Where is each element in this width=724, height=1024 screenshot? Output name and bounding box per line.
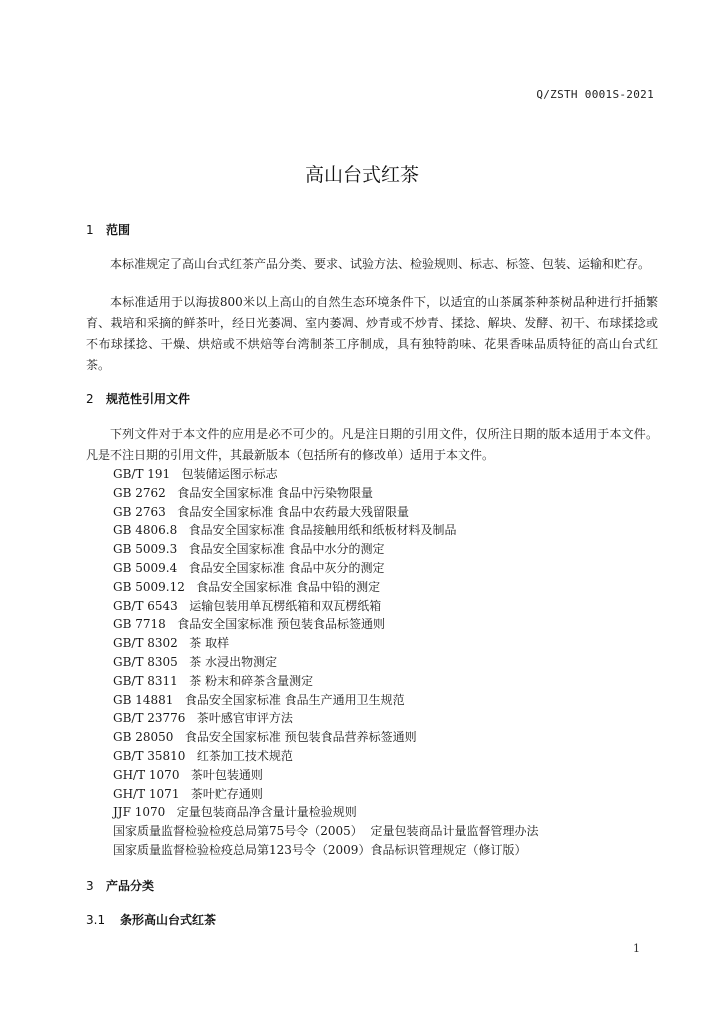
section-3-title: 产品分类 — [106, 879, 155, 893]
reference-item: GB 4806.8 食品安全国家标准 食品接触用纸和纸板材料及制品 — [113, 523, 457, 538]
reference-item: GB/T 8311 茶 粉末和碎茶含量测定 — [113, 673, 314, 688]
reference-item: GB 5009.4 食品安全国家标准 食品中灰分的测定 — [113, 560, 385, 575]
section-2-intro: 下列文件对于本文件的应用是必不可少的。凡是注日期的引用文件，仅所注日期的版本适用于本文件。凡是不注日期的引用文件，其最新版本（包括所有的修改单）适用于本文件。 — [86, 427, 658, 462]
section-2-title: 规范性引用文件 — [106, 392, 191, 406]
section-1-title: 范围 — [106, 223, 131, 237]
reference-item: GB 5009.3 食品安全国家标准 食品中水分的测定 — [113, 542, 385, 557]
reference-item: GH/T 1070 茶叶包装通则 — [113, 767, 263, 782]
section-1-number: 1 — [86, 223, 94, 237]
reference-item: JJF 1070 定量包装商品净含量计量检验规则 — [113, 805, 357, 820]
document-title: 高山台式红茶 — [304, 164, 419, 186]
reference-item: GB 14881 食品安全国家标准 食品生产通用卫生规范 — [113, 692, 405, 707]
section-3-heading — [86, 877, 154, 894]
reference-item: GB 5009.12 食品安全国家标准 食品中铅的测定 — [113, 579, 381, 594]
section-1-heading — [86, 221, 130, 238]
section-2-number: 2 — [86, 392, 94, 406]
reference-item: GB 28050 食品安全国家标准 预包装食品营养标签通则 — [113, 730, 417, 745]
reference-item: 国家质量监督检验检疫总局第75号令（2005） 定量包装商品计量监督管理办法 — [113, 824, 539, 839]
section-3-1-title: 条形高山台式红茶 — [120, 913, 217, 927]
section-2-heading — [86, 390, 190, 407]
reference-item: GB/T 8302 茶 取样 — [113, 636, 230, 651]
page-number: 1 — [633, 942, 640, 955]
reference-item: GB/T 8305 茶 水浸出物测定 — [113, 654, 278, 669]
section-3-number: 3 — [86, 879, 94, 893]
section-1-paragraph-2: 本标准适用于以海拔800米以上高山的自然生态环境条件下，以适宜的山茶属茶种茶树品种进行扦插繁育、栽培和采摘的鲜茶叶，经日光萎凋、室内萎凋、炒青或不炒青、揉捻、解块、发酵、初干、布球揉捻或不布球揉捻、干燥、烘焙或不烘焙等台湾制茶工序制成，具有独特韵味、花果香味品质特征的高山台式红茶。 — [86, 295, 658, 372]
reference-item: GB/T 6543 运输包装用单瓦楞纸箱和双瓦楞纸箱 — [113, 598, 382, 613]
reference-item: GB/T 35810 红茶加工技术规范 — [113, 748, 293, 763]
section-1-paragraph-1: 本标准规定了高山台式红茶产品分类、要求、试验方法、检验规则、标志、标签、包装、运输和贮存。 — [110, 257, 651, 271]
reference-item: GB 7718 食品安全国家标准 预包装食品标签通则 — [113, 617, 386, 632]
reference-item: GH/T 1071 茶叶贮存通则 — [113, 786, 263, 801]
reference-item: GB 2763 食品安全国家标准 食品中农药最大残留限量 — [113, 504, 410, 519]
reference-item: 国家质量监督检验检疫总局第123号令（2009）食品标识管理规定（修订版） — [113, 842, 527, 857]
reference-list — [113, 465, 673, 860]
standard-number: Q/ZSTH 0001S-2021 — [536, 88, 654, 101]
reference-item: GB/T 191 包装储运图示标志 — [113, 467, 278, 481]
reference-item: GB 2762 食品安全国家标准 食品中污染物限量 — [113, 485, 374, 500]
section-3-1-number: 3.1 — [86, 913, 106, 927]
reference-item: GB/T 23776 茶叶感官审评方法 — [113, 711, 293, 726]
section-3-1-heading — [86, 911, 216, 928]
